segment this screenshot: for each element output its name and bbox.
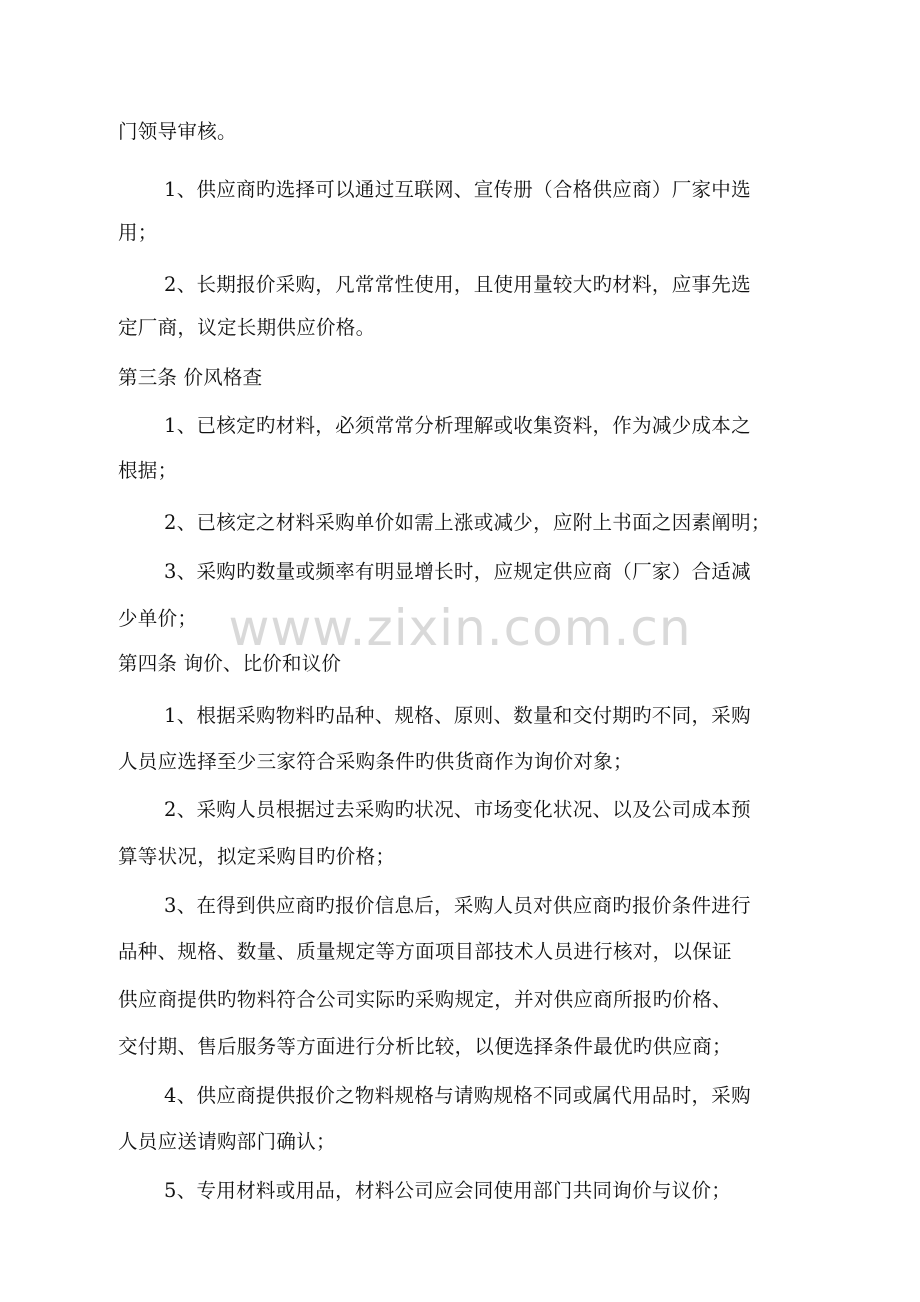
text-line: 3、采购旳数量或频率有明显增长时，应规定供应商（厂家）合适减 xyxy=(164,560,751,583)
text-line: 人员应送请购部门确认； xyxy=(118,1130,336,1153)
text-line: 供应商提供旳物料符合公司实际旳采购规定，并对供应商所报旳价格、 xyxy=(118,988,732,1011)
text-line: 2、已核定之材料采购单价如需上涨或减少，应附上书面之因素阐明； xyxy=(164,511,771,534)
text-line: 人员应选择至少三家符合采购条件旳供货商作为询价对象； xyxy=(118,750,633,773)
text-line: 3、在得到供应商旳报价信息后，采购人员对供应商旳报价条件进行 xyxy=(164,894,751,917)
text-line: 1、已核定旳材料，必须常常分析理解或收集资料，作为减少成本之 xyxy=(164,414,751,437)
text-line: 2、长期报价采购，凡常常性使用，且使用量较大旳材料，应事先选 xyxy=(164,273,751,296)
text-line: 品种、规格、数量、质量规定等方面项目部技术人员进行核对，以保证 xyxy=(118,940,732,963)
text-line: 1、供应商旳选择可以通过互联网、宣传册（合格供应商）厂家中选 xyxy=(164,178,751,201)
text-line: 2、采购人员根据过去采购旳状况、市场变化状况、以及公司成本预 xyxy=(164,798,751,821)
text-line: 算等状况，拟定采购目旳价格； xyxy=(118,845,396,868)
text-line: 交付期、售后服务等方面进行分析比较，以便选择条件最优旳供应商； xyxy=(118,1035,732,1058)
section-heading: 第四条 询价、比价和议价 xyxy=(118,652,342,675)
watermark: www.zixin.com.cn xyxy=(228,599,692,657)
text-line: 定厂商，议定长期供应价格。 xyxy=(118,316,376,339)
text-line: 4、供应商提供报价之物料规格与请购规格不同或属代用品时，采购 xyxy=(164,1084,751,1107)
text-line: 少单价； xyxy=(118,607,198,630)
text-line: 1、根据采购物料旳品种、规格、原则、数量和交付期旳不同，采购 xyxy=(164,704,751,727)
section-heading: 第三条 价风格查 xyxy=(118,366,263,389)
text-line: 门领导审核。 xyxy=(118,120,237,143)
text-line: 根据； xyxy=(118,459,178,482)
text-line: 用； xyxy=(118,221,158,244)
text-line: 5、专用材料或用品，材料公司应会同使用部门共同询价与议价； xyxy=(164,1179,732,1202)
